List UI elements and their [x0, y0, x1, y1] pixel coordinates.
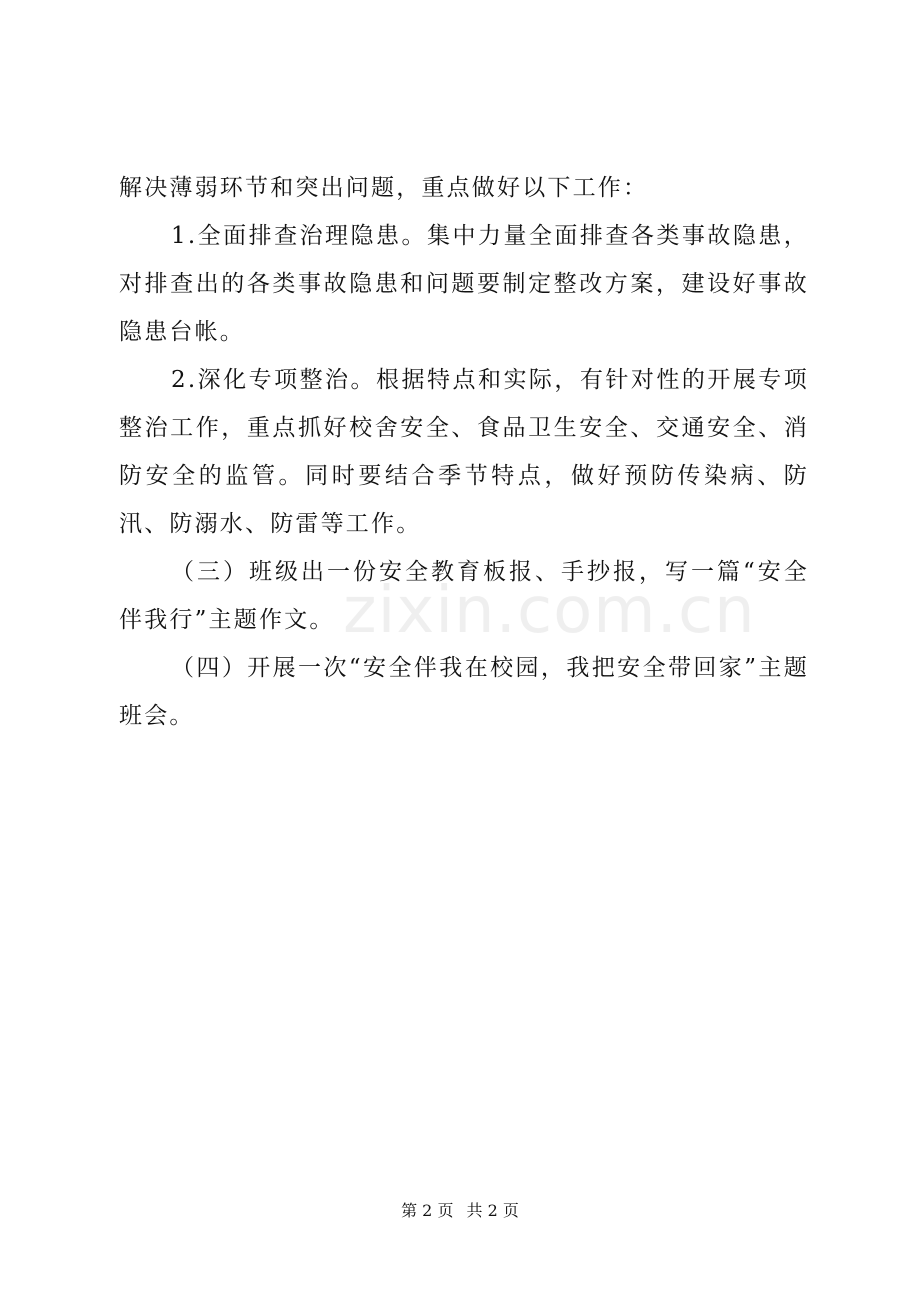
paragraph-section-4: （四）开展一次“安全伴我在校园，我把安全带回家”主题班会。	[119, 655, 809, 729]
page-total: 共 2 页	[466, 1201, 519, 1220]
page-number: 第 2 页	[401, 1201, 454, 1220]
paragraph-continuation: 解决薄弱环节和突出问题，重点做好以下工作：	[119, 175, 649, 201]
paragraph-item-2: 2.深化专项整治。根据特点和实际，有针对性的开展专项整治工作，重点抓好校舍安全、食品卫生安全、交通安全、消防安全的监管。同时要结合季节特点，做好预防传染病、防汛、防溺水、防雷等工作。	[119, 367, 809, 537]
page-footer	[0, 1198, 920, 1221]
paragraph-item-1: 1.全面排查治理隐患。集中力量全面排查各类事故隐患，对排查出的各类事故隐患和问题要制定整改方案，建设好事故隐患台帐。	[119, 223, 809, 345]
document-body	[119, 164, 809, 740]
paragraph-section-3: （三）班级出一份安全教育板报、手抄报，写一篇“安全伴我行”主题作文。	[119, 559, 809, 633]
watermark: zixin.com.cn	[343, 574, 756, 648]
